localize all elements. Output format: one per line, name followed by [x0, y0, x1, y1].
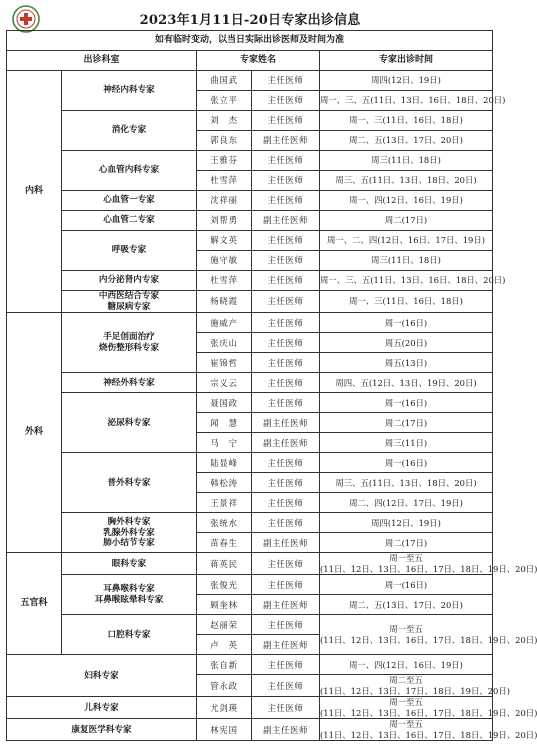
clinic-time: 周五(20日) — [320, 333, 493, 353]
specialty-thoracic-line2: 乳腺外科专家 — [103, 527, 155, 538]
clinic-time: 周二(17日) — [320, 211, 493, 231]
clinic-time: 周一(16日) — [320, 313, 493, 333]
clinic-time: 周一、三(11日、16日、18日) — [320, 111, 493, 131]
doctor-title: 主任医师 — [252, 271, 320, 291]
doctor-title: 主任医师 — [252, 373, 320, 393]
specialty-ent-line1: 耳鼻喉科专家 — [103, 584, 155, 595]
table-row — [7, 151, 493, 171]
clinic-time — [320, 615, 537, 655]
table-row — [7, 453, 493, 473]
dept-internal: 内科 — [7, 71, 62, 313]
clinic-time: 周五(13日) — [320, 353, 493, 373]
dept-surgery: 外科 — [7, 313, 62, 553]
specialty-hand-line2: 烧伤整形科专家 — [98, 342, 160, 353]
doctor-name: 卢 英 — [197, 635, 252, 655]
specialty-tcm-line1: 中西医结合专家 — [98, 291, 160, 301]
specialty-oral: 口腔科专家 — [62, 615, 197, 655]
table-row — [7, 271, 493, 291]
doctor-name: 尤剑瑛 — [197, 697, 252, 719]
doctor-title: 副主任医师 — [252, 635, 320, 655]
col-header-time: 专家出诊时间 — [320, 51, 493, 71]
doctor-name: 郭良东 — [197, 131, 252, 151]
specialty-general: 普外科专家 — [62, 453, 197, 513]
clinic-time: 周一、四(12日、16日、19日) — [320, 655, 493, 675]
col-header-dept: 出诊科室 — [7, 51, 197, 71]
doctor-title: 副主任医师 — [252, 595, 320, 615]
doctor-title: 主任医师 — [252, 71, 320, 91]
specialty-eye: 眼科专家 — [62, 553, 197, 575]
note-row — [7, 31, 493, 51]
doctor-title: 主任医师 — [252, 151, 320, 171]
specialty-hand-line1: 手足创面治疗 — [103, 332, 155, 343]
table-row — [7, 615, 493, 635]
table-row — [7, 231, 493, 251]
schedule-note: 如有临时变动，以当日实际出诊医师及时间为准 — [7, 31, 493, 51]
clinic-time: 周一(16日) — [320, 453, 493, 473]
clinic-time: 周三(11日) — [320, 433, 493, 453]
doctor-name: 韩松涛 — [197, 473, 252, 493]
specialty-digest: 消化专家 — [62, 111, 197, 151]
doctor-name: 林宪国 — [197, 719, 252, 741]
clinic-time — [320, 675, 511, 697]
doctor-name: 杨晓霞 — [197, 291, 252, 313]
table-row — [7, 211, 493, 231]
table-row — [7, 393, 493, 413]
doctor-name: 闻 慧 — [197, 413, 252, 433]
clinic-time-dates: (11日、12日、13日、16日、17日、18日、19日、20日) — [320, 634, 537, 645]
table-row — [7, 111, 493, 131]
header-row — [7, 51, 493, 71]
clinic-time: 周一、三、五(11日、13日、16日、18日、20日) — [320, 271, 493, 291]
doctor-title: 主任医师 — [252, 453, 320, 473]
specialty-gyn: 妇科专家 — [7, 655, 197, 697]
clinic-time: 周二(17日) — [320, 533, 493, 553]
col-header-name: 专家姓名 — [197, 51, 320, 71]
specialty-tcm — [62, 291, 197, 313]
doctor-name: 马 宁 — [197, 433, 252, 453]
specialty-cardio2: 心血管二专家 — [62, 211, 197, 231]
specialty-ped: 儿科专家 — [7, 697, 197, 719]
table-row — [7, 291, 493, 313]
doctor-name: 杜雪萍 — [197, 171, 252, 191]
doctor-title: 主任医师 — [252, 333, 320, 353]
table-row — [7, 313, 493, 333]
doctor-name: 曲国武 — [197, 71, 252, 91]
doctor-name: 王景祥 — [197, 493, 252, 513]
specialty-neurosurg: 神经外科专家 — [62, 373, 197, 393]
doctor-title: 主任医师 — [252, 231, 320, 251]
specialty-cardio: 心血管内科专家 — [62, 151, 197, 191]
doctor-name: 刘帮勇 — [197, 211, 252, 231]
doctor-name: 张自新 — [197, 655, 252, 675]
doctor-title: 主任医师 — [252, 575, 320, 595]
clinic-time — [320, 719, 537, 741]
clinic-time: 周三(11日、18日) — [320, 251, 493, 271]
clinic-time-dates: (11日、12日、13日、17日、18日、19日、20日) — [320, 685, 511, 696]
specialty-resp: 呼吸专家 — [62, 231, 197, 271]
doctor-title: 主任医师 — [252, 675, 320, 697]
doctor-title: 主任医师 — [252, 251, 320, 271]
doctor-title: 副主任医师 — [252, 433, 320, 453]
clinic-time: 周一(16日) — [320, 393, 493, 413]
specialty-endo: 内分泌肾内专家 — [62, 271, 197, 291]
doctor-name: 宗义云 — [197, 373, 252, 393]
doctor-title: 副主任医师 — [252, 533, 320, 553]
doctor-title: 主任医师 — [252, 111, 320, 131]
doctor-name: 崔锦哲 — [197, 353, 252, 373]
table-row — [7, 191, 493, 211]
clinic-time — [320, 697, 537, 719]
clinic-time: 周四(12日、19日) — [320, 513, 493, 533]
doctor-title: 主任医师 — [252, 493, 320, 513]
clinic-time: 周二、四(12日、17日、19日) — [320, 493, 493, 513]
doctor-name: 施守敏 — [197, 251, 252, 271]
clinic-time-days: 周一至五 — [389, 719, 423, 730]
clinic-time: 周一(16日) — [320, 575, 493, 595]
doctor-name: 张立平 — [197, 91, 252, 111]
doctor-name: 赵丽荣 — [197, 615, 252, 635]
clinic-time-days: 周一至五 — [389, 553, 423, 564]
doctor-title: 副主任医师 — [252, 719, 320, 741]
clinic-time: 周四(12日、19日) — [320, 71, 493, 91]
doctor-title: 副主任医师 — [252, 131, 320, 151]
doctor-name: 杜雪萍 — [197, 271, 252, 291]
table-row — [7, 719, 493, 741]
doctor-name: 沈祥丽 — [197, 191, 252, 211]
specialty-cardio1: 心血管一专家 — [62, 191, 197, 211]
doctor-name: 解文英 — [197, 231, 252, 251]
clinic-time: 周三(11日、18日) — [320, 151, 493, 171]
doctor-title: 主任医师 — [252, 655, 320, 675]
table-row — [7, 697, 493, 719]
doctor-name: 管永政 — [197, 675, 252, 697]
schedule-table — [6, 30, 537, 741]
specialty-tcm-line2: 糖尿病专家 — [107, 301, 151, 312]
clinic-time — [320, 553, 537, 575]
specialty-ent — [62, 575, 197, 615]
clinic-time-dates: (11日、12日、13日、16日、17日、18日、19日、20日) — [320, 729, 537, 740]
clinic-time: 周一、四(12日、16日、19日) — [320, 191, 493, 211]
specialty-thoracic-line3: 肺小结节专家 — [103, 538, 155, 549]
doctor-name: 张统水 — [197, 513, 252, 533]
table-row — [7, 655, 493, 675]
specialty-thoracic — [62, 513, 197, 553]
doctor-title: 主任医师 — [252, 191, 320, 211]
clinic-time-dates: (11日、12日、13日、16日、17日、18日、19日、20日) — [320, 707, 537, 718]
doctor-name: 刘 杰 — [197, 111, 252, 131]
specialty-rehab: 康复医学科专家 — [7, 719, 197, 741]
clinic-time: 周三、五(11日、13日、18日、20日) — [320, 473, 493, 493]
clinic-time: 周二、五(13日、17日、20日) — [320, 131, 493, 151]
doctor-title: 主任医师 — [252, 393, 320, 413]
specialty-neuro: 神经内科专家 — [62, 71, 197, 111]
doctor-title: 主任医师 — [252, 353, 320, 373]
doctor-title: 主任医师 — [252, 553, 320, 575]
table-row — [7, 513, 493, 533]
clinic-time: 周一、三、五(11日、13日、16日、18日、20日) — [320, 91, 493, 111]
clinic-time: 周二(17日) — [320, 413, 493, 433]
doctor-title: 主任医师 — [252, 91, 320, 111]
table-row — [7, 575, 493, 595]
clinic-time: 周三、五(11日、13日、18日、20日) — [320, 171, 493, 191]
clinic-time: 周二、五(13日、17日、20日) — [320, 595, 493, 615]
doctor-title: 主任医师 — [252, 697, 320, 719]
doctor-title: 副主任医师 — [252, 211, 320, 231]
doctor-title: 主任医师 — [252, 473, 320, 493]
doctor-name: 蒋英民 — [197, 553, 252, 575]
specialty-thoracic-line1: 胸外科专家 — [107, 516, 151, 527]
doctor-title: 副主任医师 — [252, 413, 320, 433]
doctor-title: 主任医师 — [252, 615, 320, 635]
doctor-title: 主任医师 — [252, 171, 320, 191]
table-row — [7, 373, 493, 393]
clinic-time-days: 周二至五 — [389, 675, 423, 686]
clinic-time: 周一、三(11日、16日、18日) — [320, 291, 493, 313]
doctor-name: 张俊光 — [197, 575, 252, 595]
specialty-hand — [62, 313, 197, 373]
clinic-time-days: 周一至五 — [389, 624, 423, 635]
doctor-name: 苗春生 — [197, 533, 252, 553]
specialty-uro: 泌尿科专家 — [62, 393, 197, 453]
doctor-name: 施威产 — [197, 313, 252, 333]
doctor-name: 张庆山 — [197, 333, 252, 353]
table-row — [7, 553, 493, 575]
doctor-title: 主任医师 — [252, 313, 320, 333]
dept-ent: 五官科 — [7, 553, 62, 655]
clinic-time: 周四、五(12日、13日、19日、20日) — [320, 373, 493, 393]
doctor-name: 王雅芬 — [197, 151, 252, 171]
clinic-time: 周一、二、四(12日、16日、17日、19日) — [320, 231, 493, 251]
specialty-ent-line2: 耳鼻喉眩晕科专家 — [94, 594, 164, 605]
doctor-name: 陆显峰 — [197, 453, 252, 473]
table-row — [7, 71, 493, 91]
doctor-name: 聂国政 — [197, 393, 252, 413]
page-title: 2023年1月11日-20日专家出诊信息 — [139, 13, 361, 28]
clinic-time-dates: (11日、12日、13日、16日、17日、18日、19日、20日) — [320, 563, 537, 574]
doctor-title: 主任医师 — [252, 291, 320, 313]
doctor-name: 顾奎林 — [197, 595, 252, 615]
doctor-title: 主任医师 — [252, 513, 320, 533]
clinic-time-days: 周一至五 — [389, 697, 423, 708]
